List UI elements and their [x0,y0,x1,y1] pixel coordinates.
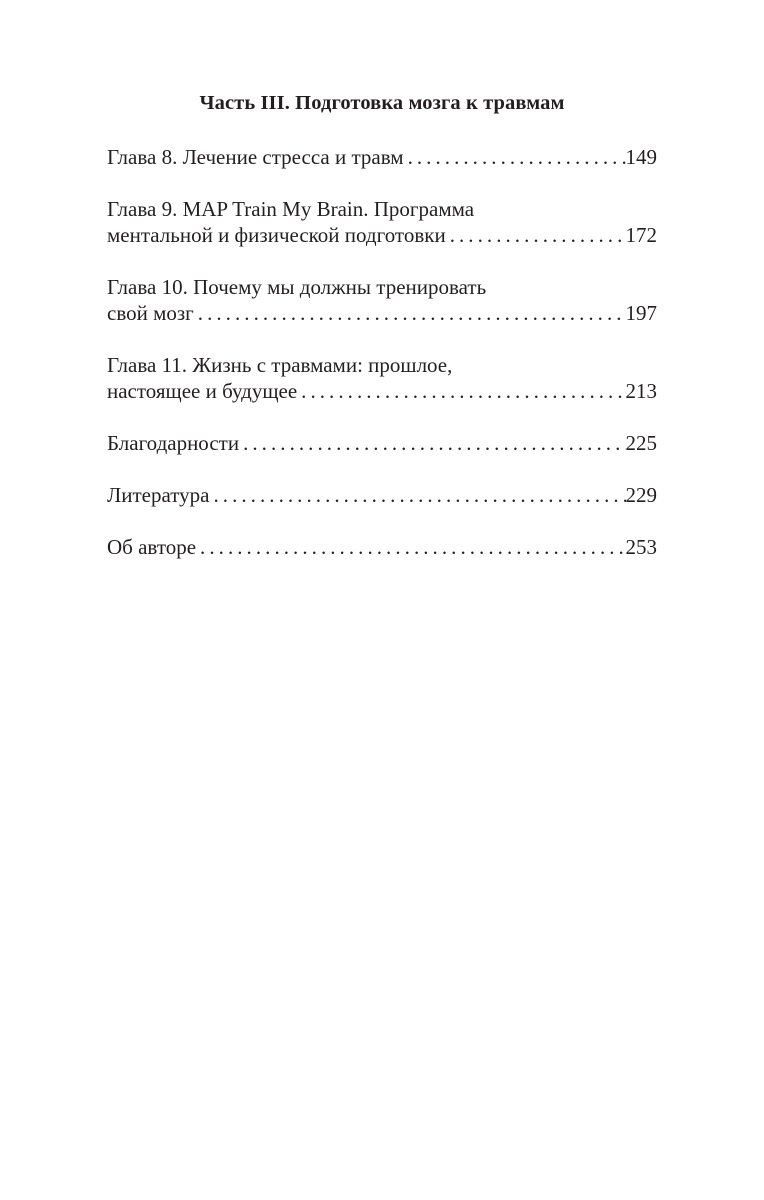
toc-entry-about-author[interactable] [107,534,657,560]
toc-page [107,88,657,586]
toc-page-number: 225 [625,431,657,455]
part-title: Часть III. Подготовка мозга к травмам [199,92,565,114]
dot-leader [446,222,626,248]
toc-entry-chapter-8[interactable] [107,144,657,170]
dot-leader [404,144,626,170]
toc-page-number: 149 [625,145,657,169]
toc-entry-title-line2: настоящее и будущее [107,379,298,403]
toc-page-number: 213 [625,379,657,403]
toc-entry-title: Литература [107,483,210,507]
toc-entry-title-line1: Глава 9. MAP Train My Brain. Программа [107,197,475,221]
toc-entry-acknowledgements[interactable] [107,430,657,456]
toc-entry-line [107,222,657,248]
toc-entry-line [107,300,657,326]
dot-leader [196,534,625,560]
dot-leader [239,430,625,456]
toc-page-number: 172 [625,223,657,247]
toc-entry-chapter-11[interactable] [107,352,657,404]
toc-entry-title: Благодарности [107,431,240,455]
toc-entry-references[interactable] [107,482,657,508]
toc-entry-title-line1: Глава 10. Почему мы должны тренировать [107,275,487,299]
toc-page-number: 197 [625,301,657,325]
toc-entry-chapter-10[interactable] [107,274,657,326]
toc-entry-title-line2: ментальной и физической подготовки [107,223,446,247]
toc-entry-line [107,482,657,508]
dot-leader [209,482,625,508]
toc-entry-line [107,144,657,170]
dot-leader [297,378,625,404]
toc-page-number: 229 [625,483,657,507]
toc-entry-chapter-9[interactable] [107,196,657,248]
toc-entry-title: Об авторе [107,535,197,559]
toc-entry-title-line1: Глава 11. Жизнь с травмами: прошлое, [107,353,453,377]
toc-entry-title-line2: свой мозг [107,301,194,325]
toc-page-number: 253 [625,535,657,559]
toc-entry-line [107,534,657,560]
toc-entry-line [107,430,657,456]
dot-leader [194,300,626,326]
toc-entry-line [107,378,657,404]
toc-entry-title: Глава 8. Лечение стресса и травм [107,145,404,169]
